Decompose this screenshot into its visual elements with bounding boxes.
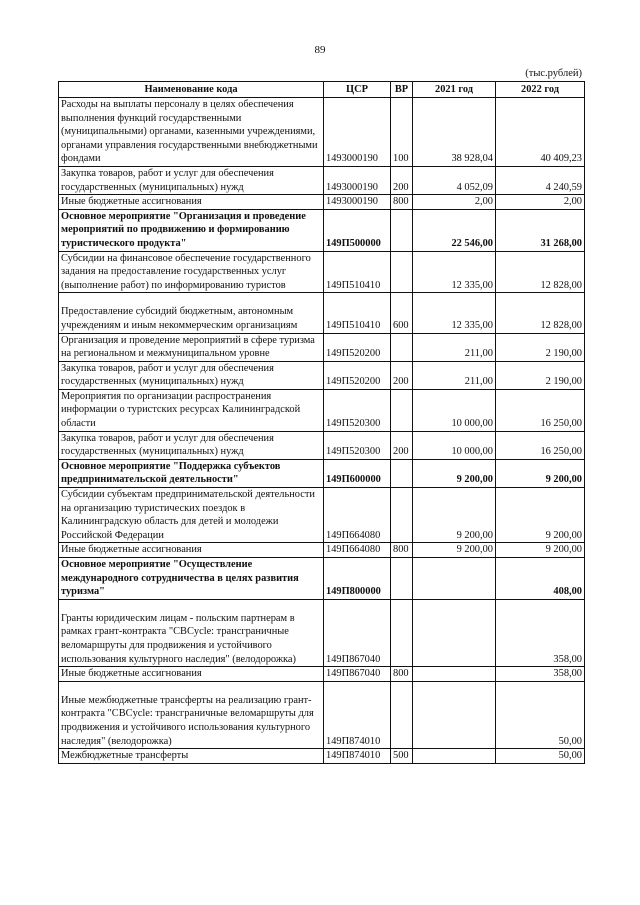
cell-2021: 12 335,00 [413,293,496,333]
cell-csr: 149П874010 [324,749,391,764]
cell-csr: 1493000190 [324,195,391,210]
cell-vr [391,681,413,748]
cell-2021: 9 200,00 [413,488,496,543]
cell-name: Субсидии на финансовое обеспечение государственного задания на предоставление государственных услуг (выполнение работ) по информированию туристов [59,251,324,293]
cell-name: Основное мероприятие "Организация и проведение мероприятий по продвижению и формированию туристического продукта" [59,209,324,251]
cell-2021: 22 546,00 [413,209,496,251]
table-row [59,361,585,389]
cell-name: Межбюджетные трансферты [59,749,324,764]
cell-name: Закупка товаров, работ и услуг для обеспечения государственных (муниципальных) нужд [59,361,324,389]
cell-2021: 2,00 [413,195,496,210]
cell-name: Закупка товаров, работ и услуг для обеспечения государственных (муниципальных) нужд [59,166,324,194]
cell-name: Гранты юридическим лицам - польским партнерам в рамках грант-контракта "CBCycle: трансграничные веломаршруты для продвижения и устойчивого использования культурного наследия" (велодорожка) [59,599,324,666]
cell-2022: 9 200,00 [496,488,585,543]
cell-2021: 4 052,09 [413,166,496,194]
table-row [59,166,585,194]
table-row [59,431,585,459]
table-row [59,543,585,558]
cell-2022: 31 268,00 [496,209,585,251]
cell-name: Мероприятия по организации распространения информации о туристских ресурсах Калининградской области [59,389,324,431]
table-row [59,251,585,293]
cell-csr: 149П520200 [324,333,391,361]
cell-csr: 149П500000 [324,209,391,251]
cell-csr: 149П520300 [324,389,391,431]
cell-2022: 2 190,00 [496,361,585,389]
cell-name: Закупка товаров, работ и услуг для обеспечения государственных (муниципальных) нужд [59,431,324,459]
cell-2021 [413,558,496,600]
cell-2021 [413,749,496,764]
cell-2022: 16 250,00 [496,431,585,459]
cell-csr: 149П510410 [324,293,391,333]
cell-2022: 50,00 [496,681,585,748]
cell-name: Расходы на выплаты персоналу в целях обеспечения выполнения функций государственными (муниципальными) органами, казенными учреждениями, органами управления государственными внебюджетными фондами [59,98,324,167]
header-vr: ВР [391,82,413,98]
cell-2021: 211,00 [413,333,496,361]
cell-name: Основное мероприятие "Поддержка субъектов предпринимательской деятельности" [59,459,324,487]
cell-csr: 149П510410 [324,251,391,293]
cell-name: Иные бюджетные ассигнования [59,195,324,210]
table-row [59,681,585,748]
cell-csr: 1493000190 [324,98,391,167]
table-row [59,667,585,682]
cell-csr: 149П800000 [324,558,391,600]
budget-table [58,81,585,764]
cell-2022: 4 240,59 [496,166,585,194]
cell-name: Иные бюджетные ассигнования [59,543,324,558]
cell-vr [391,459,413,487]
cell-vr [391,333,413,361]
cell-vr [391,488,413,543]
header-row [59,82,585,98]
table-row [59,459,585,487]
table-row [59,599,585,666]
cell-vr: 800 [391,195,413,210]
cell-2021 [413,599,496,666]
table-row [59,749,585,764]
header-2021: 2021 год [413,82,496,98]
cell-2022: 50,00 [496,749,585,764]
cell-2021: 211,00 [413,361,496,389]
cell-2021: 10 000,00 [413,389,496,431]
cell-name: Субсидии субъектам предпринимательской деятельности на организацию туристических поездок в Калининградскую область для детей и молодежи Российской Федерации [59,488,324,543]
cell-csr: 149П867040 [324,667,391,682]
cell-csr: 149П600000 [324,459,391,487]
cell-name: Организация и проведение мероприятий в сфере туризма на региональном и межмуниципальном уровне [59,333,324,361]
cell-2022: 16 250,00 [496,389,585,431]
cell-2021 [413,681,496,748]
cell-vr: 200 [391,431,413,459]
cell-csr: 149П664080 [324,543,391,558]
cell-csr: 1493000190 [324,166,391,194]
header-csr: ЦСР [324,82,391,98]
cell-2021: 12 335,00 [413,251,496,293]
table-row [59,558,585,600]
cell-csr: 149П874010 [324,681,391,748]
cell-vr: 800 [391,543,413,558]
cell-vr [391,599,413,666]
cell-csr: 149П664080 [324,488,391,543]
units-label: (тыс.рублей) [525,68,582,79]
table-row [59,488,585,543]
table-row [59,209,585,251]
cell-2022: 12 828,00 [496,251,585,293]
table-body [59,98,585,764]
cell-csr: 149П867040 [324,599,391,666]
table-row [59,195,585,210]
cell-2022: 408,00 [496,558,585,600]
cell-vr: 600 [391,293,413,333]
cell-name: Иные бюджетные ассигнования [59,667,324,682]
cell-vr: 500 [391,749,413,764]
cell-name: Иные межбюджетные трансферты на реализацию грант-контракта "CBCycle: трансграничные веломаршруты для продвижения и устойчивого использования культурного наследия" (велодорожка) [59,681,324,748]
table-row [59,333,585,361]
cell-2022: 358,00 [496,599,585,666]
cell-2021: 9 200,00 [413,543,496,558]
cell-2022: 2,00 [496,195,585,210]
cell-csr: 149П520200 [324,361,391,389]
cell-2022: 9 200,00 [496,543,585,558]
cell-2022: 9 200,00 [496,459,585,487]
table-row [59,389,585,431]
cell-vr: 100 [391,98,413,167]
table-row [59,293,585,333]
cell-2021 [413,667,496,682]
cell-vr [391,558,413,600]
cell-2022: 12 828,00 [496,293,585,333]
cell-vr: 200 [391,166,413,194]
cell-vr [391,389,413,431]
header-2022: 2022 год [496,82,585,98]
cell-2021: 9 200,00 [413,459,496,487]
cell-2022: 358,00 [496,667,585,682]
cell-vr: 200 [391,361,413,389]
cell-vr [391,209,413,251]
cell-vr [391,251,413,293]
cell-csr: 149П520300 [324,431,391,459]
cell-2021: 10 000,00 [413,431,496,459]
page-number: 89 [314,44,326,56]
table-row [59,98,585,167]
cell-name: Основное мероприятие "Осуществление международного сотрудничества в целях развития туризма" [59,558,324,600]
header-name: Наименование кода [59,82,324,98]
cell-2022: 40 409,23 [496,98,585,167]
cell-2021: 38 928,04 [413,98,496,167]
cell-2022: 2 190,00 [496,333,585,361]
cell-name: Предоставление субсидий бюджетным, автономным учреждениям и иным некоммерческим организациям [59,293,324,333]
cell-vr: 800 [391,667,413,682]
